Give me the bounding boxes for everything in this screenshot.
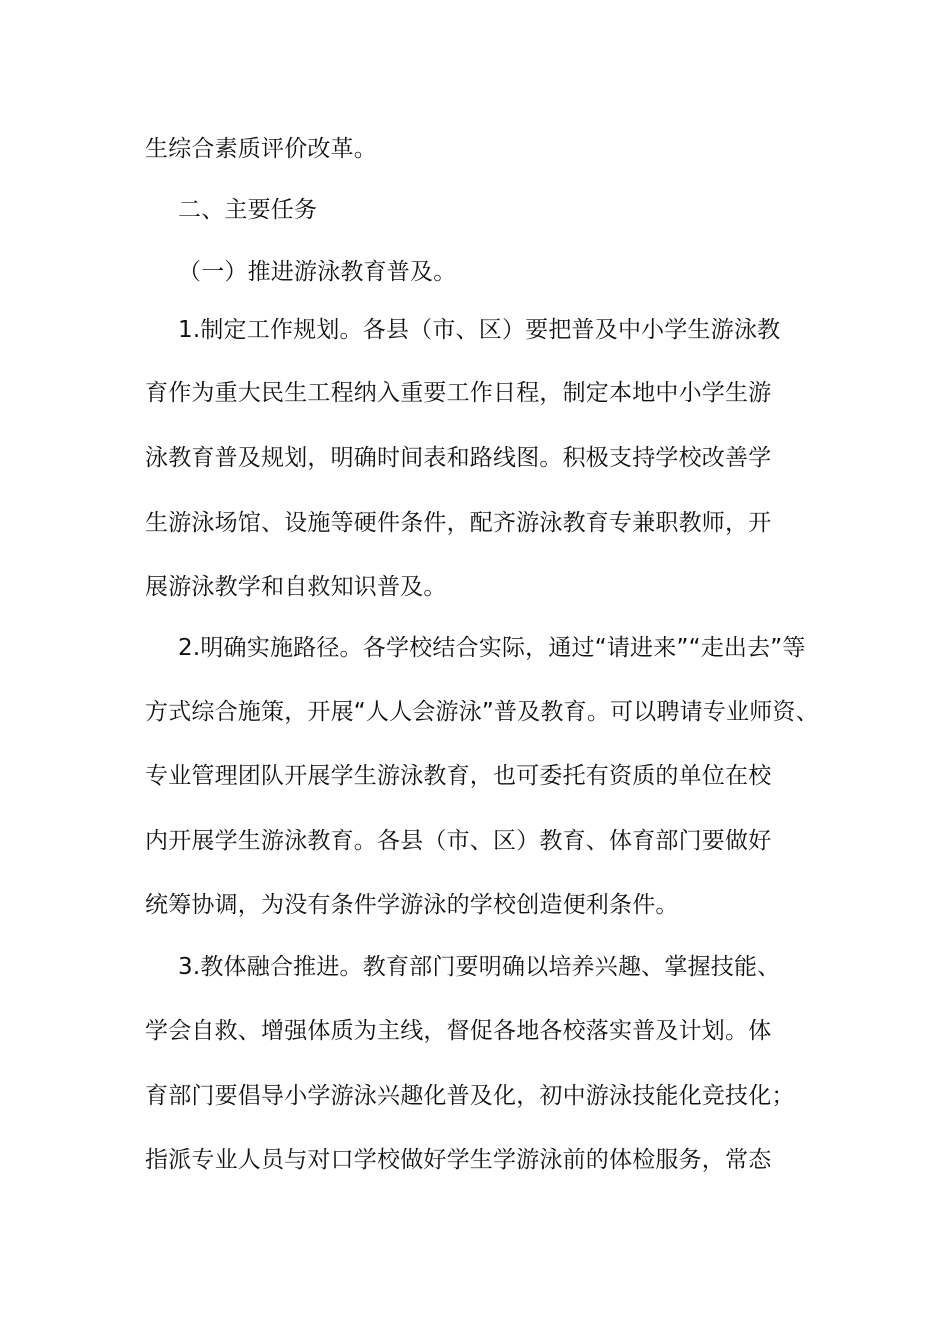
paragraph-line: 3.教体融合推进。教育部门要明确以培养兴趣、掌握技能、 [178,954,781,980]
paragraph-line: 泳教育普及规划，明确时间表和路线图。积极支持学校改善学 [145,445,772,471]
paragraph-line: 生游泳场馆、设施等硬件条件，配齐游泳教育专兼职教师，开 [145,510,772,536]
paragraph-line: 专业管理团队开展学生游泳教育，也可委托有资质的单位在校 [145,763,772,789]
paragraph-line: 指派专业人员与对口学校做好学生学游泳前的体检服务，常态 [145,1147,772,1173]
subsection-heading: （一）推进游泳教育普及。 [178,259,457,285]
paragraph-line: 方式综合施策，开展“人人会游泳”普及教育。可以聘请专业师资、 [145,699,819,725]
paragraph-line: 1.制定工作规划。各县（市、区）要把普及中小学生游泳教 [178,317,781,343]
paragraph-line: 育作为重大民生工程纳入重要工作日程，制定本地中小学生游 [145,380,772,406]
section-heading: 二、主要任务 [178,197,318,223]
paragraph-line: 2.明确实施路径。各学校结合实际，通过“请进来”“走出去”等 [178,635,806,661]
paragraph-line: 学会自救、增强体质为主线，督促各地各校落实普及计划。体 [145,1018,772,1044]
paragraph-line: 育部门要倡导小学游泳兴趣化普及化，初中游泳技能化竞技化； [145,1083,795,1109]
paragraph-line: 内开展学生游泳教育。各县（市、区）教育、体育部门要做好 [145,828,772,854]
paragraph-line: 展游泳教学和自救知识普及。 [145,574,447,600]
paragraph-line: 生综合素质评价改革。 [145,136,377,162]
paragraph-line: 统筹协调，为没有条件学游泳的学校创造便利条件。 [145,892,679,918]
